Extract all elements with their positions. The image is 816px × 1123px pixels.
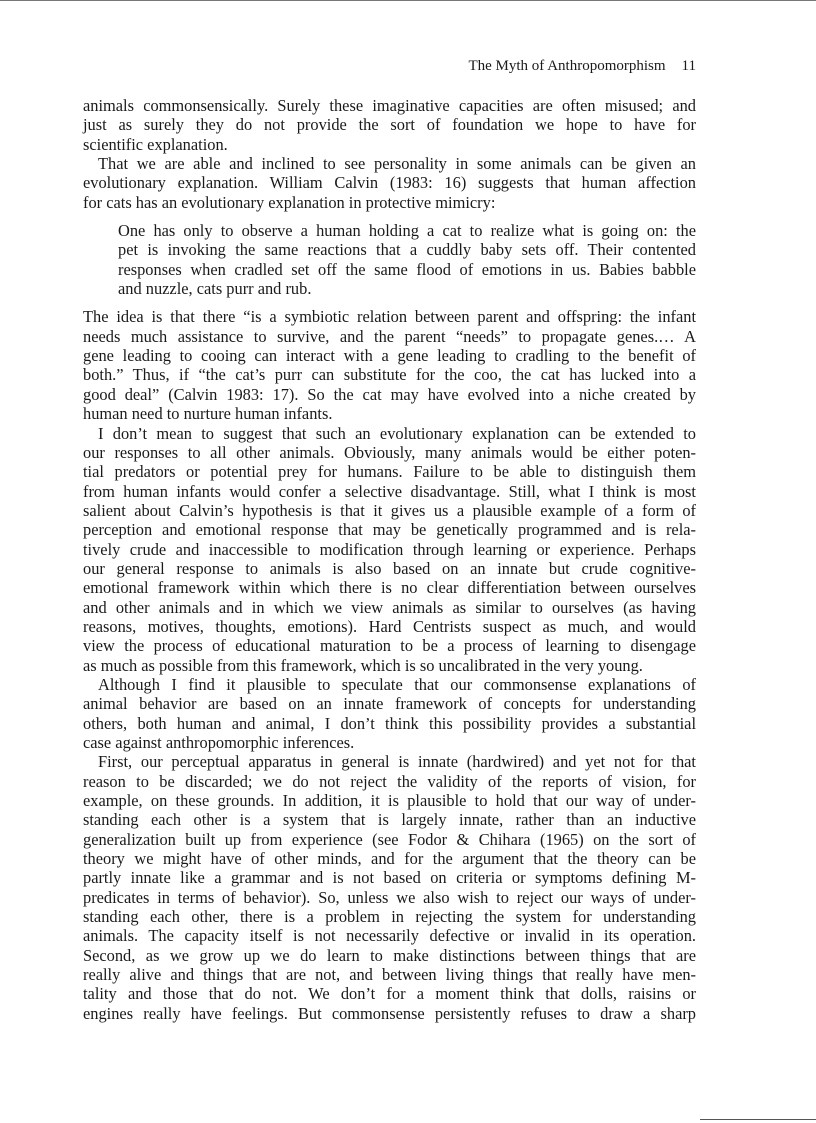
text-line: animals commonsensically. Surely these imaginative capacities are often misused; and: [83, 96, 696, 115]
text-line: theory we might have of other minds, and for the argument that the theory can be: [83, 849, 696, 869]
text-line: case against anthropomorphic inferences.: [83, 733, 355, 752]
text-line: really alive and things that are not, and between living things that really have men-: [83, 965, 696, 985]
text-line: Second, as we grow up we do learn to make distinctions between things that are: [83, 945, 696, 965]
text-line: Although I find it plausible to speculate that our commonsense explanations of: [98, 674, 696, 694]
text-line: and nuzzle, cats purr and rub.: [118, 279, 312, 299]
text-line: One has only to observe a human holding a cat to realize what is going on: the: [118, 221, 696, 241]
text-line: and other animals and in which we view animals as similar to ourselves (as having: [83, 597, 696, 617]
text-line: responses when cradled set off the same flood of emotions in us. Babies babble: [118, 259, 696, 279]
text-line: tively crude and inaccessible to modification through learning or experience. Perhaps: [83, 539, 696, 559]
text-line: our general response to animals is also based on an innate but crude cognitive-: [83, 558, 696, 578]
text-line: reasons, motives, thoughts, emotions). Hard Centrists suspect as much, and would: [83, 616, 696, 636]
text-line: That we are able and inclined to see personality in some animals can be given an: [98, 154, 696, 174]
text-line: standing each other is a system that is largely innate, rather than an inductive: [83, 810, 696, 830]
text-line: our responses to all other animals. Obviously, many animals would be either poten-: [83, 442, 696, 462]
text-line: human need to nurture human infants.: [83, 404, 333, 424]
text-line: perception and emotional response that may be genetically programmed and is rela-: [83, 520, 696, 540]
block-quote: [83, 221, 696, 298]
text-line: animal behavior are based on an innate framework of concepts for understanding: [83, 694, 696, 714]
text-line: good deal” (Calvin 1983: 17). So the cat may have evolved into a niche created by: [83, 384, 696, 404]
text-line: First, our perceptual apparatus in general is innate (hardwired) and yet not for that: [98, 752, 696, 772]
paragraph: [83, 96, 696, 154]
text-line: just as surely they do not provide the sort of foundation we hope to have for: [83, 115, 696, 135]
text-line: standing each other, there is a problem in rejecting the system for understanding: [83, 907, 696, 927]
text-line: tial predators or potential prey for humans. Failure to be able to distinguish them: [83, 462, 696, 482]
text-line: partly innate like a grammar and is not based on criteria or symptoms defining M-: [83, 868, 696, 888]
paragraph: [83, 424, 696, 675]
text-line: pet is invoking the same reactions that a cuddly baby sets off. Their contented: [118, 240, 696, 260]
text-line: generalization built up from experience (see Fodor & Chihara (1965) on the sort of: [83, 829, 696, 849]
text-line: as much as possible from this framework, which is so uncalibrated in the very young.: [83, 655, 643, 675]
text-line: predicates in terms of behavior). So, unless we also wish to reject our ways of under-: [83, 887, 696, 907]
text-line: needs much assistance to survive, and the parent “needs” to propagate genes.… A: [83, 326, 696, 346]
paragraph: [83, 752, 696, 1023]
running-header: [83, 58, 696, 75]
text-line: others, both human and animal, I don’t think this possibility provides a substantial: [83, 713, 696, 733]
text-line: animals. The capacity itself is not necessarily defective or invalid in its operation.: [83, 926, 696, 946]
text-line: emotional framework within which there is no clear differentiation between ourselves: [83, 578, 696, 598]
text-line: tality and those that do not. We don’t for a moment think that dolls, raisins or: [83, 984, 696, 1004]
text-line: both.” Thus, if “the cat’s purr can substitute for the coo, the cat has lucked into a: [83, 365, 696, 385]
text-line: reason to be discarded; we do not reject the validity of the reports of vision, for: [83, 771, 696, 791]
text-line: I don’t mean to suggest that such an evolutionary explanation can be extended to: [98, 423, 696, 443]
running-title: The Myth of Anthropomorphism: [468, 58, 666, 74]
paragraph: [83, 154, 696, 212]
text-line: The idea is that there “is a symbiotic relation between parent and offspring: the infant: [83, 307, 696, 327]
text-line: salient about Calvin’s hypothesis is that it gives us a plausible example of a form of: [83, 500, 696, 520]
text-line: evolutionary explanation. William Calvin (1983: 16) suggests that human affection: [83, 173, 696, 193]
page-top-edge: [0, 0, 816, 1]
text-line: gene leading to cooing can interact with a gene leading to cradling to the benefit of: [83, 346, 696, 366]
text-line: example, on these grounds. In addition, it is plausible to hold that our way of under-: [83, 791, 696, 811]
page-number: 11: [681, 58, 696, 74]
paragraph: [83, 675, 696, 752]
text-line: for cats has an evolutionary explanation in protective mimicry:: [83, 192, 496, 212]
text-line: scientific explanation.: [83, 134, 228, 154]
page-bottom-edge: [700, 1119, 816, 1120]
paragraph: [83, 307, 696, 423]
text-line: engines really have feelings. But commonsense persistently refuses to draw a sharp: [83, 1003, 696, 1023]
page-body: [83, 96, 696, 1023]
text-line: from human infants would confer a selective disadvantage. Still, what I think is most: [83, 481, 696, 501]
text-line: view the process of educational maturation to be a process of learning to disengage: [83, 636, 696, 656]
